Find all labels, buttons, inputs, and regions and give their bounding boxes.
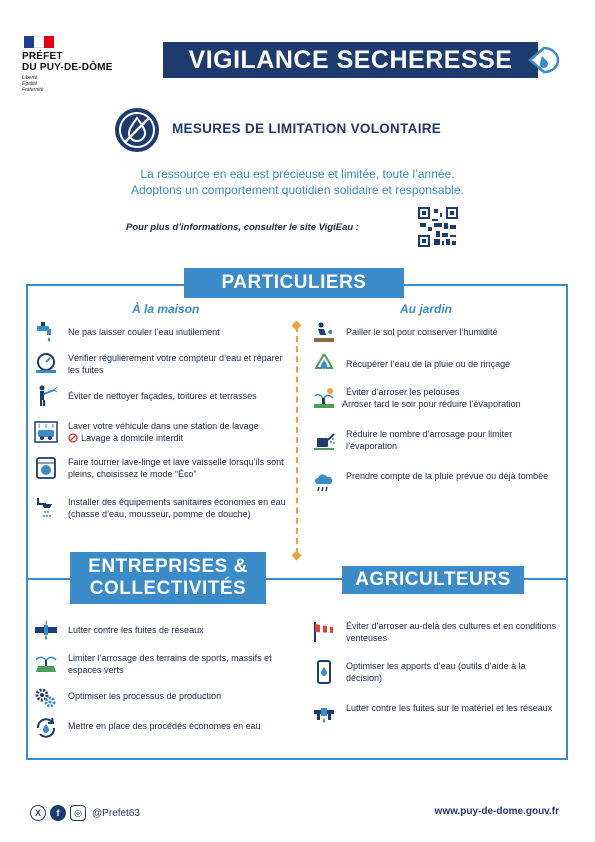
item-extra: Arroser tard le soir pour réduire l’évaporation [342,399,521,409]
list-item [34,456,290,480]
item-text: Ne pas laisser couler l’eau inutilement [68,327,220,337]
list-item [34,320,290,344]
facebook-icon[interactable]: f [50,805,66,821]
item-text: Prendre compte de la pluie prévue ou déjà tombée [346,471,549,481]
irrigation-equipment-icon [312,702,336,726]
recycle-water-icon [312,352,336,376]
more-info-text: Pour plus d’informations, consulter le site VigiEau : [126,222,359,233]
list-item [312,320,562,344]
list-item [34,686,294,710]
page-subtitle: MESURES DE LIMITATION VOLONTAIRE [172,121,442,136]
item-text: Installer des équipements sanitaires économes en eau (chasse d’eau, mousseur, pomme de douche) [68,497,286,519]
list-item [312,386,568,410]
instagram-icon[interactable]: ◎ [70,805,86,821]
prohibited-icon [68,433,78,443]
list-item [34,496,290,520]
jardin-title: Au jardin [400,302,453,316]
intro-line-1: La ressource en eau est précieuse et limitée, toute l’année. [140,167,455,181]
item-text: Éviter d’arroser les pelouses [346,387,460,397]
particuliers-heading: PARTICULIERS [184,268,404,298]
water-meter-icon [34,352,58,376]
item-text: Éviter d’arroser au-delà des cultures et en conditions venteuses [346,621,557,643]
x-icon[interactable]: X [30,805,46,821]
prefecture-name: PRÉFET DU PUY-DE-DÔME [22,51,113,73]
item-text: Pailler le sol pour conserver l’humidité [346,327,498,337]
republic-motto: Liberté Égalité Fraternité [22,75,44,93]
agriculteurs-heading: AGRICULTEURS [342,566,524,594]
item-text: Réduire le nombre d’arrosage pour limiter l’évaporation [346,429,513,451]
website-link[interactable]: www.puy-de-dome.gouv.fr [434,806,559,817]
pressure-washer-icon [34,384,58,408]
item-text: Laver votre véhicule dans une station de lavage [68,421,259,431]
entreprises-heading: ENTREPRISES & COLLECTIVITÉS [70,552,266,604]
gears-icon [34,686,58,710]
list-item [34,420,290,444]
list-item [312,702,562,726]
rain-cloud-icon [312,470,336,494]
qr-code-icon[interactable] [418,207,458,247]
list-item [312,620,562,644]
intro-line-2: Adoptons un comportement quotidien solidaire et responsable. [131,183,464,197]
item-text: Lutter contre les fuites de réseaux [68,625,204,635]
list-item [312,352,562,376]
list-item [312,428,562,452]
list-item [34,352,290,376]
no-water-icon [112,105,162,155]
french-flag-logo [24,36,54,48]
item-extra: Lavage à domicile interdit [68,432,259,444]
windsock-icon [312,620,336,644]
list-item [34,384,290,408]
item-text: Limiter l’arrosage des terrains de sports, massifs et espaces verts [68,653,272,675]
list-item [34,716,296,740]
lawn-sprinkler-icon [312,386,336,410]
washing-machine-icon [34,456,58,480]
item-text: Optimiser les processus de production [68,691,222,701]
maison-title: À la maison [132,302,200,316]
item-text: Mettre en place des procédés économes en eau [68,721,261,731]
smartphone-icon [312,660,336,684]
water-cycle-icon [34,716,58,740]
pipe-leak-icon [34,618,58,642]
faucet-icon [34,320,58,344]
list-item [312,470,562,494]
sports-field-sprinkler-icon [34,652,58,676]
item-text: Vérifier régulièrement votre compteur d’eau et réparer les fuites [68,353,283,375]
page-title: VIGILANCE SECHERESSE [163,42,538,78]
water-drop-icon [528,46,560,74]
mulching-icon [312,320,336,344]
car-wash-icon [34,420,58,444]
item-text: Optimiser les apports d’eau (outils d’aide à la décision) [346,661,526,683]
item-text: Éviter de nettoyer façades, toitures et terrasses [68,391,257,401]
list-item [34,618,294,642]
shower-head-icon [34,496,58,520]
item-text: Faire tourner lave-linge et lave vaisselle lorsqu’ils sont pleins, choisissez le mode “Éco” [68,457,284,479]
watering-can-icon [312,428,336,452]
item-text: Récupérer l’eau de la pluie ou de rinçage [346,359,511,369]
list-item [312,660,562,684]
column-divider [296,326,298,554]
social-links [30,805,140,821]
social-handle[interactable]: @Prefet63 [92,807,140,819]
list-item [34,652,294,676]
item-text: Lutter contre les fuites sur le matériel et les réseaux [346,703,553,713]
